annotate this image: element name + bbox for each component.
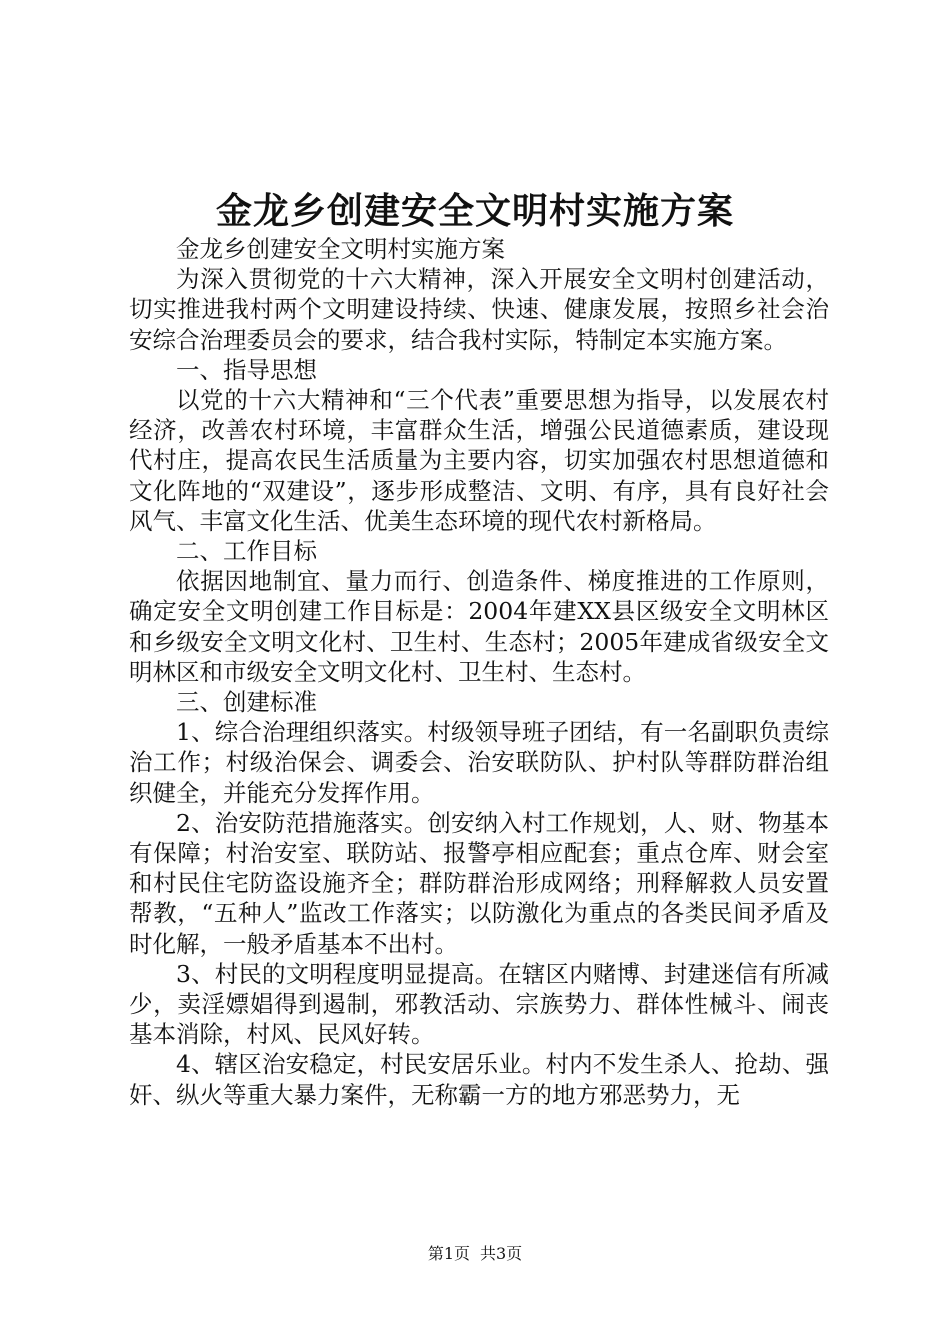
paragraph: 依据因地制宜、量力而行、创造条件、梯度推进的工作原则，确定安全文明创建工作目标是：2004年建XX县区级安全文明林区和乡级安全文明文化村、卫生村、生态村；2005年建成省级安全文明林区和市级安全文明文化村、卫生村、生态村。 — [129, 567, 829, 686]
paragraph: 金龙乡创建安全文明村实施方案 — [176, 235, 505, 263]
document-title: 金龙乡创建安全文明村实施方案 — [215, 190, 734, 232]
page-total: 共3页 — [480, 1244, 523, 1263]
section-heading: 二、工作目标 — [176, 537, 317, 566]
paragraph: 4、辖区治安稳定，村民安居乐业。村内不发生杀人、抢劫、强奸、纵火等重大暴力案件，无称霸一方的地方邪恶势力，无 — [129, 1050, 829, 1109]
page-footer — [0, 1243, 950, 1265]
section-heading: 一、指导思想 — [176, 355, 317, 384]
paragraph: 1、综合治理组织落实。村级领导班子团结，有一名副职负责综治工作；村级治保会、调委会、治安联防队、护村队等群防群治组织健全，并能充分发挥作用。 — [129, 718, 829, 807]
document-body — [129, 234, 829, 1110]
paragraph: 以党的十六大精神和“三个代表”重要思想为指导，以发展农村经济，改善农村环境，丰富群众生活，增强公民道德素质，建设现代村庄，提高农民生活质量为主要内容，切实加强农村思想道德和文化阵地的“双建设”，逐步形成整洁、文明、有序，具有良好社会风气、丰富文化生活、优美生态环境的现代农村新格局。 — [129, 386, 829, 535]
section-heading: 三、创建标准 — [176, 688, 317, 717]
paragraph: 为深入贯彻党的十六大精神，深入开展安全文明村创建活动，切实推进我村两个文明建设持续、快速、健康发展，按照乡社会治安综合治理委员会的要求，结合我村实际，特制定本实施方案。 — [129, 265, 829, 354]
page-number: 第1页 — [427, 1244, 470, 1263]
paragraph: 2、治安防范措施落实。创安纳入村工作规划，人、财、物基本有保障；村治安室、联防站、报警亭相应配套；重点仓库、财会室和村民住宅防盗设施齐全；群防群治形成网络；刑释解救人员安置帮教，“五种人”监改工作落实；以防激化为重点的各类民间矛盾及时化解，一般矛盾基本不出村。 — [129, 808, 829, 958]
paragraph: 3、村民的文明程度明显提高。在辖区内赌博、封建迷信有所减少，卖淫嫖娼得到遏制，邪教活动、宗族势力、群体性械斗、闹丧基本消除，村风、民风好转。 — [129, 959, 829, 1049]
